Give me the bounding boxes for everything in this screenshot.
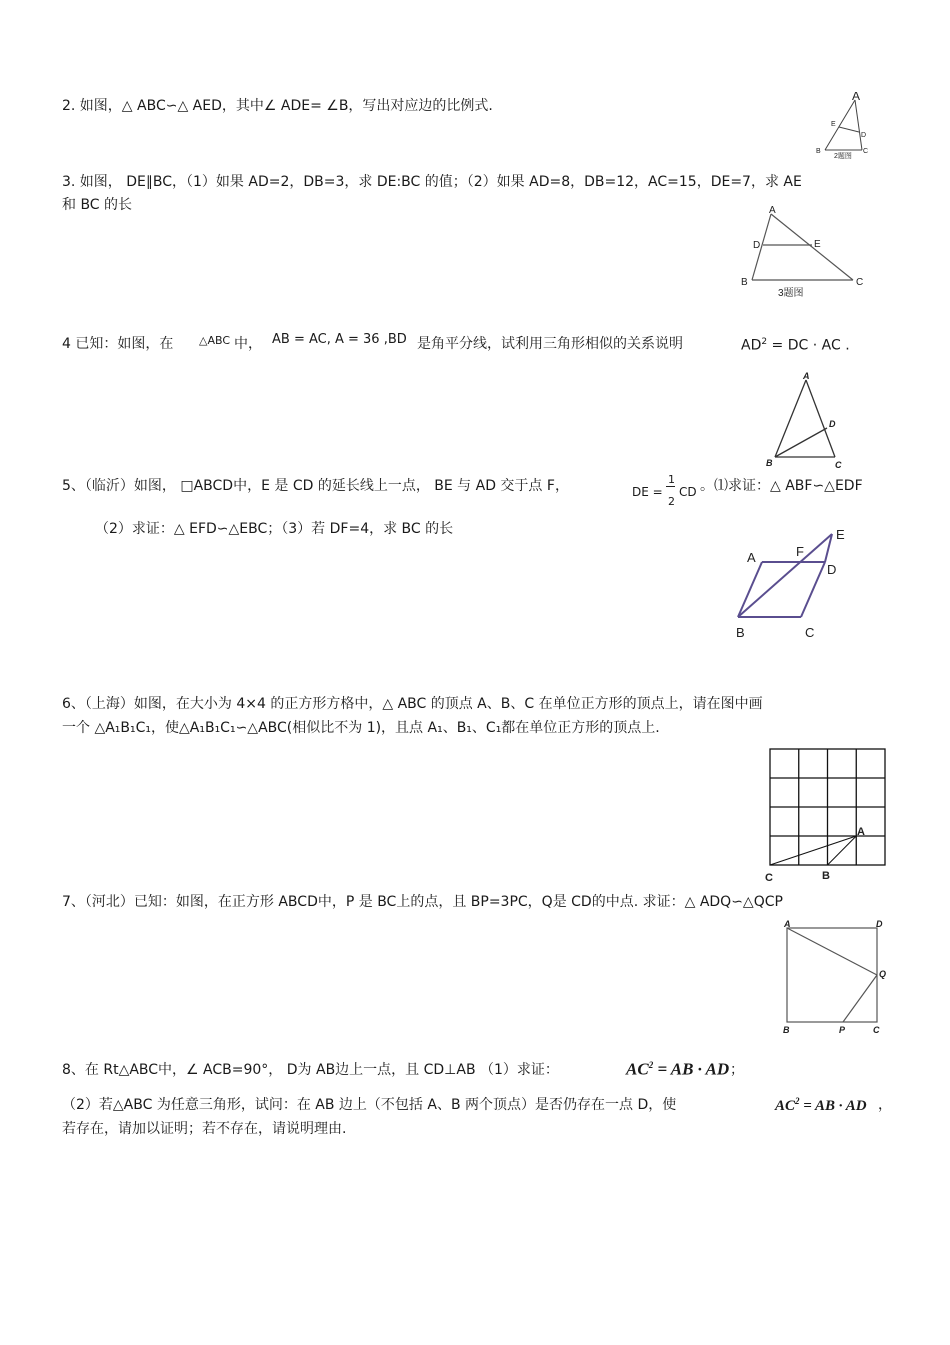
question-8-comma: ， xyxy=(878,1097,892,1113)
q3-label-b: B xyxy=(741,277,748,288)
question-8-formula-1-lhs: AC xyxy=(626,1059,649,1079)
question-8-formula-1 xyxy=(626,1056,729,1079)
question-5-fraction-num: 1 xyxy=(668,473,675,486)
question-4-relation xyxy=(741,333,850,355)
question-6-line2: 一个 △A₁B₁C₁，使△A₁B₁C₁∽△ABC(相似比不为 1)，且点 A₁、B₁、C₁都在单位正方形的顶点上. xyxy=(62,720,660,736)
q3-label-c: C xyxy=(856,277,864,288)
q2-label-b: B xyxy=(816,148,821,155)
q5-label-f: F xyxy=(796,544,804,559)
q6-label-c: C xyxy=(765,872,773,884)
q5-label-d: D xyxy=(827,562,837,577)
question-4-exponent: 2 xyxy=(761,337,768,347)
q5-label-b: B xyxy=(736,625,745,640)
question-5-fraction-lhs: DE = xyxy=(632,485,663,499)
question-6-line1: 6、（上海）如图，在大小为 4×4 的正方形方格中，△ ABC 的顶点 A、B、C 在单位正方形的顶点上，请在图中画 xyxy=(62,696,763,712)
q3-label-a: A xyxy=(769,205,776,216)
question-8-formula-1-rhs: = AB · AD xyxy=(657,1059,730,1079)
q6-label-b: B xyxy=(822,870,830,882)
question-8-formula-2-lhs: AC xyxy=(775,1098,796,1114)
figure-q7 xyxy=(776,916,891,1038)
q3-label-d: D xyxy=(753,240,761,251)
question-8-line2: （2）若△ABC 为任意三角形，试问：在 AB 边上（不包括 A、B 两个顶点）是否仍存在一点 D，使 xyxy=(62,1097,677,1113)
q7-label-b: B xyxy=(783,1025,790,1035)
question-8-line3: 若存在，请加以证明；若不存在，请说明理由. xyxy=(62,1121,347,1137)
q2-label-e: E xyxy=(831,121,836,128)
figure-q4 xyxy=(762,368,847,473)
figure-q5 xyxy=(725,522,855,647)
q3-label-e: E xyxy=(814,239,821,250)
q4-label-a: A xyxy=(803,371,810,381)
question-8-line1: 8、在 Rt△ABC中，∠ ACB=90°， D为 AB边上一点，且 CD⊥AB （1）求证： xyxy=(62,1062,559,1078)
q4-label-c: C xyxy=(835,460,842,470)
figure-q2 xyxy=(812,92,872,162)
figure-q3 xyxy=(738,200,873,300)
question-4-ad: AD xyxy=(741,337,762,354)
question-5-fraction-den: 2 xyxy=(668,495,675,508)
q4-label-b: B xyxy=(766,458,773,468)
question-8-formula-2-rhs: = AB · AD xyxy=(803,1098,867,1114)
q7-label-d: D xyxy=(876,919,883,929)
question-4-suffix: 是角平分线，试利用三角形相似的关系说明 xyxy=(417,336,683,352)
question-5-line2: （2）求证：△ EFD∽△EBC；（3）若 DF=4，求 BC 的长 xyxy=(95,521,454,537)
q2-label-d: D xyxy=(861,132,867,139)
question-4-prefix: 4 已知：如图，在 xyxy=(62,336,174,352)
question-5-fraction-bar xyxy=(666,486,675,487)
question-5-line1a: 5、（临沂）如图， □ABCD中，E 是 CD 的延长线上一点， BE 与 AD 交于点 F， xyxy=(62,478,569,494)
figure-q6-grid xyxy=(765,745,890,885)
question-8-formula-2-exp: 2 xyxy=(795,1096,800,1106)
question-8-formula-1-exp: 2 xyxy=(648,1060,654,1070)
question-7-text: 7、（河北）已知：如图，在正方形 ABCD中，P 是 BC上的点，且 BP=3PC，Q是 CD的中点. 求证：△ ADQ∽△QCP xyxy=(62,894,783,910)
q2-label-a: A xyxy=(852,92,861,103)
question-4-triangle-name: ABC xyxy=(207,334,231,347)
question-4-rhs: = DC · AC . xyxy=(771,337,850,354)
q2-label-c: C xyxy=(863,148,869,155)
q5-label-c: C xyxy=(805,625,815,640)
q7-label-c: C xyxy=(873,1025,880,1035)
q7-label-p: P xyxy=(839,1025,846,1035)
q4-label-d: D xyxy=(829,419,836,429)
question-8-semicolon: ； xyxy=(730,1062,744,1078)
question-3-line1: 3. 如图， DE∥BC，（1）如果 AD=2，DB=3，求 DE:BC 的值；（2）如果 AD=8，DB=12，AC=15，DE=7，求 AE xyxy=(62,174,802,190)
q7-label-a: A xyxy=(784,919,791,929)
question-2-text: 2. 如图，△ ABC∽△ AED，其中∠ ADE= ∠B，写出对应边的比例式. xyxy=(62,98,493,114)
q7-label-q: Q xyxy=(879,969,887,979)
question-3-line2: 和 BC 的长 xyxy=(62,197,133,213)
question-8-formula-2 xyxy=(775,1092,867,1115)
question-4-mid: 中， xyxy=(234,336,262,352)
q5-label-a: A xyxy=(747,550,756,565)
q6-label-a: A xyxy=(857,826,865,838)
question-5-line1b: 。⑴求证：△ ABF∽△EDF xyxy=(700,478,863,494)
question-4-condition: AB = AC, A = 36 ,BD xyxy=(272,332,407,347)
q2-caption: 2题图 xyxy=(834,153,852,160)
question-5-fraction-rhs: CD xyxy=(679,485,697,499)
q5-label-e: E xyxy=(836,527,845,542)
q3-caption: 3题图 xyxy=(778,288,804,299)
question-4-triangle: △ABC xyxy=(199,334,231,347)
